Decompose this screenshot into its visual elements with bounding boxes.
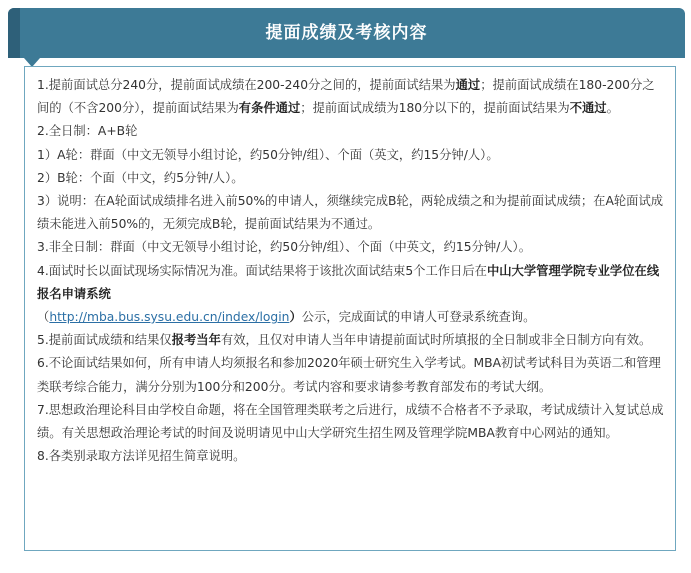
text: ） (289, 310, 302, 325)
paragraph-3: 1）A轮：群面（中文无领导小组讨论，约50分钟/组）、个面（英文，约15分钟/人）。 (37, 147, 499, 162)
text: ；提前面试成绩在180-200分之间的（不含200分），提前面试结果为 (37, 78, 655, 116)
emphasis-fail: 不通过 (569, 101, 607, 116)
emphasis-conditional-pass: 有条件通过 (238, 101, 301, 116)
emphasis-pass: 通过 (455, 78, 481, 92)
paragraph-1 (37, 74, 665, 120)
paragraph-10: 7.思想政治理论科目由学校自命题，将在全国管理类联考之后进行，成绩不合格者不予录取，考试成绩计入复试总成绩。有关思想政治理论考试的时间及说明请见中山大学研究生招生网及管理学院MBA教育中心网站的通知。 (37, 402, 664, 441)
emphasis-year: 报考当年 (171, 333, 221, 348)
text: 5.提前面试成绩和结果仅 (37, 333, 172, 348)
paragraph-4: 2）B轮：个面（中文，约5分钟/人）。 (37, 170, 244, 185)
text: 公示，完成面试的申请人可登录系统查询。 (301, 310, 536, 325)
paragraph-9: 6.不论面试结果如何，所有申请人均须报名和参加2020年硕士研究生入学考试。MBA初试考试科目为英语二和管理类联考综合能力，满分分别为100分和200分。考试内容和要求请参考教育部发布的考试大纲。 (37, 356, 661, 394)
content-box (24, 66, 676, 551)
text: （ (37, 310, 50, 325)
paragraph-5: 3）说明：在A轮面试成绩排名进入前50%的申请人，须继续完成B轮，两轮成绩之和为提前面试成绩；在A轮面试成绩未能进入前50%的，无须完成B轮，提前面试结果为不通过。 (37, 194, 664, 232)
login-link[interactable]: http://mba.bus.sysu.edu.cn/index/login (49, 310, 290, 325)
paragraph-11: 8.各类别录取方法详见招生简章说明。 (37, 449, 246, 464)
paragraph-7 (37, 260, 665, 330)
text: ；提前面试成绩为180分以下的，提前面试结果为 (300, 101, 570, 116)
section-header (8, 8, 685, 58)
text: 1.提前面试总分240分，提前面试成绩在200-240分之间的，提前面试结果为 (37, 78, 456, 92)
system-name: 中山大学管理学院专业学位在线报名申请系统 (37, 263, 660, 301)
section-title: 提面成绩及考核内容 (265, 23, 428, 43)
paragraph-2: 2.全日制：A+B轮 (37, 124, 138, 139)
paragraph-6: 3.非全日制：群面（中文无领导小组讨论，约50分钟/组）、个面（中英文，约15分钟/人）。 (37, 240, 531, 255)
paragraph-8 (37, 329, 665, 352)
text: 有效，且仅对申请人当年申请提前面试时所填报的全日制或非全日制方向有效。 (220, 333, 652, 348)
content-text (37, 74, 665, 468)
text: 。 (606, 101, 619, 116)
text: 4.面试时长以面试现场实际情况为准。面试结果将于该批次面试结束5个工作日后在 (37, 263, 487, 278)
